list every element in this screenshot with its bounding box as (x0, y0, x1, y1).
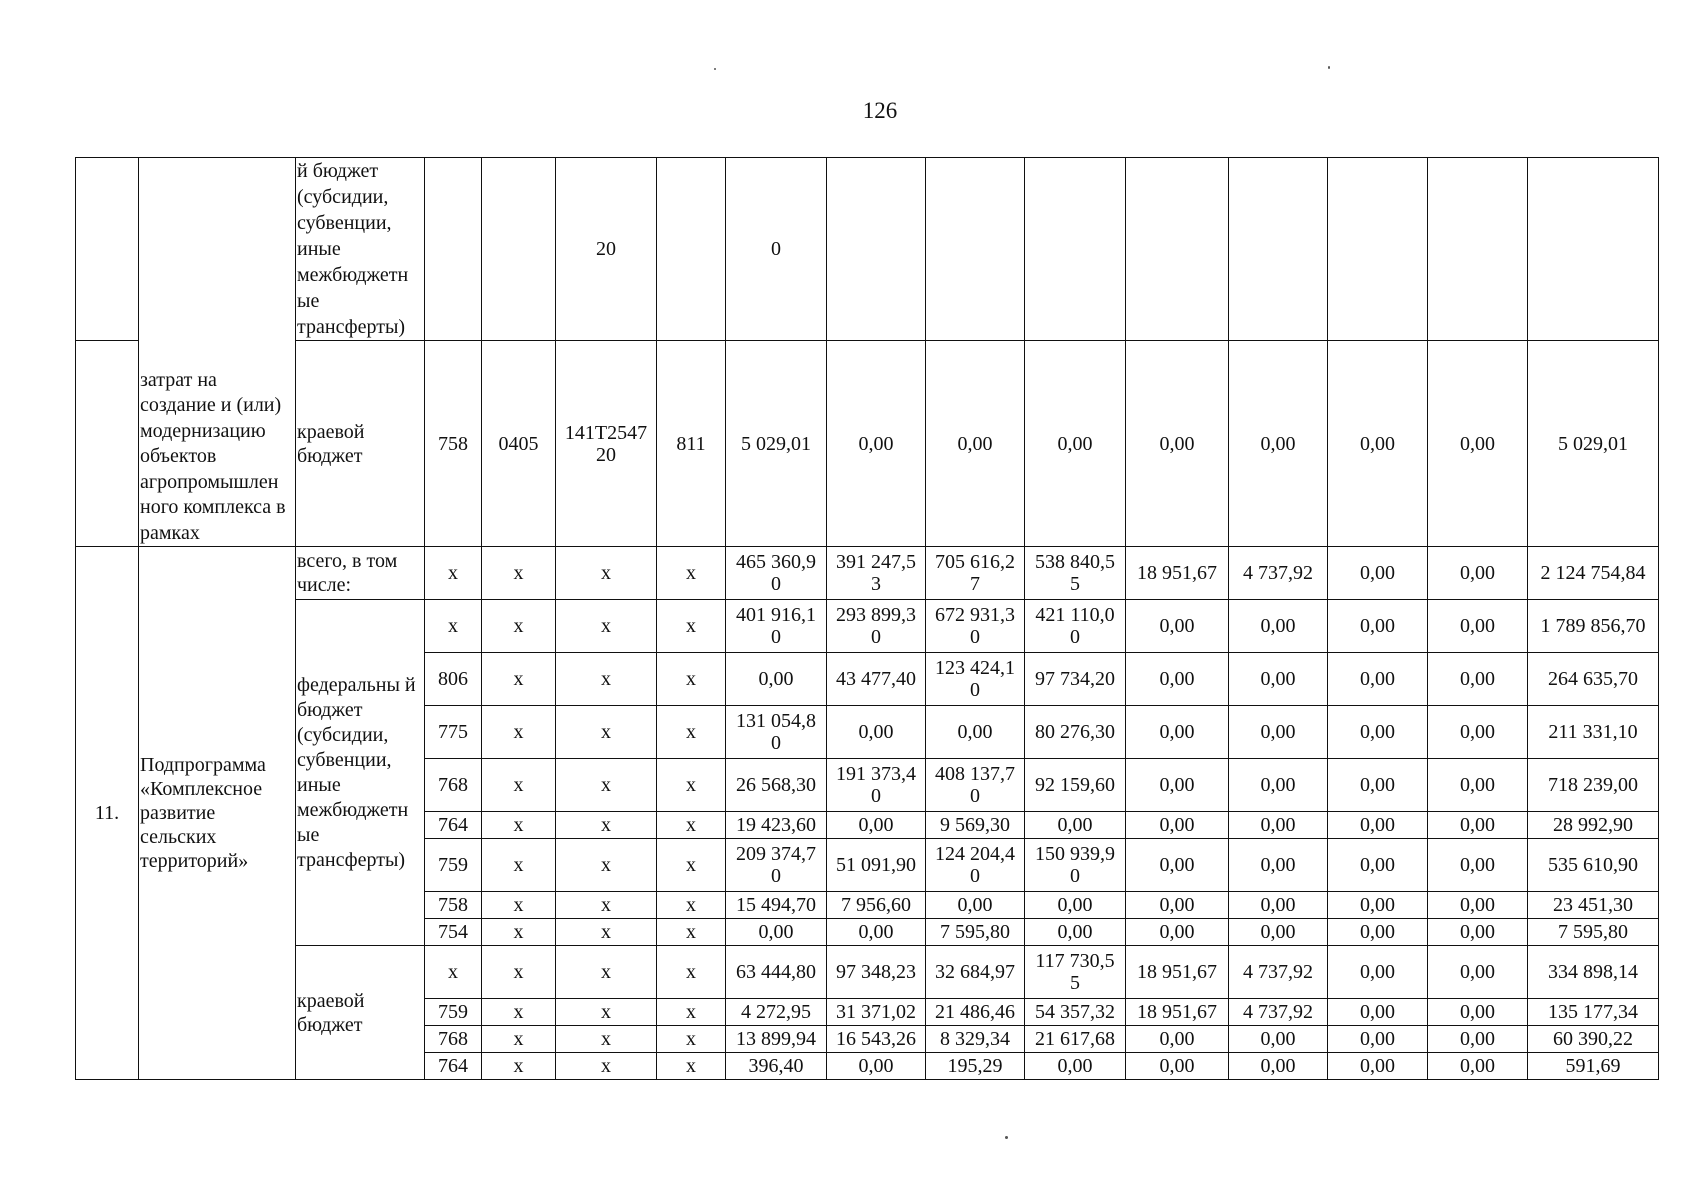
value-cell: 0,00 (1229, 1053, 1328, 1080)
value-cell: 0,00 (1328, 706, 1428, 759)
value-cell: 672 931,3 0 (926, 600, 1025, 653)
csr-cell: x (556, 706, 657, 759)
value-cell: 0,00 (1126, 892, 1229, 919)
csr-cell: 141T2547 20 (556, 341, 657, 547)
value-cell: 0,00 (1126, 600, 1229, 653)
value-cell: 0,00 (1126, 812, 1229, 839)
table-row (76, 946, 1659, 999)
value-cell: 0,00 (1428, 1026, 1528, 1053)
rz-cell: x (482, 706, 556, 759)
value-cell: 0,00 (1229, 812, 1328, 839)
vr-cell: x (657, 653, 726, 706)
value-cell: 0,00 (1328, 653, 1428, 706)
budget-source: федеральны й бюджет (субсидии, субвенции, иные межбюджетн ые трансферты) (296, 600, 425, 946)
scan-speck (1328, 66, 1330, 69)
value-cell: 0,00 (1229, 341, 1328, 547)
value-cell: 391 247,5 3 (827, 547, 926, 600)
value-cell: 18 951,67 (1126, 547, 1229, 600)
value-cell: 211 331,10 (1528, 706, 1659, 759)
program-name: Подпрограмма «Комплексное развитие сельских территорий» (139, 547, 296, 1080)
value-cell: 705 616,2 7 (926, 547, 1025, 600)
value-cell: 0,00 (1229, 653, 1328, 706)
budget-table (75, 157, 1659, 1080)
grbs-cell: x (425, 600, 482, 653)
value-cell: 0,00 (1428, 1053, 1528, 1080)
value-cell: 0,00 (1126, 341, 1229, 547)
value-cell: 51 091,90 (827, 839, 926, 892)
value-cell: 0,00 (1328, 1026, 1428, 1053)
value-cell: 80 276,30 (1025, 706, 1126, 759)
num-cell (76, 158, 139, 341)
value-cell: 535 610,90 (1528, 839, 1659, 892)
rz-cell: x (482, 547, 556, 600)
value-cell: 0,00 (1328, 892, 1428, 919)
value-cell: 0,00 (1126, 919, 1229, 946)
csr-cell: x (556, 839, 657, 892)
value-cell: 16 543,26 (827, 1026, 926, 1053)
value-cell: 54 357,32 (1025, 999, 1126, 1026)
value-cell: 0,00 (1229, 600, 1328, 653)
value-cell: 0,00 (1428, 919, 1528, 946)
value-cell: 0,00 (926, 892, 1025, 919)
vr-cell: 811 (657, 341, 726, 547)
vr-cell: x (657, 759, 726, 812)
rz-cell: x (482, 919, 556, 946)
rz-cell: x (482, 812, 556, 839)
value-cell: 8 329,34 (926, 1026, 1025, 1053)
csr-cell: x (556, 919, 657, 946)
value-cell: 4 737,92 (1229, 547, 1328, 600)
rz-cell: x (482, 892, 556, 919)
value-cell: 0,00 (827, 341, 926, 547)
value-cell: 18 951,67 (1126, 946, 1229, 999)
value-cell: 0,00 (1428, 600, 1528, 653)
grbs-cell: 764 (425, 812, 482, 839)
budget-source: краевой бюджет (296, 341, 425, 547)
value-cell (827, 158, 926, 341)
value-cell (1528, 158, 1659, 341)
vr-cell (657, 158, 726, 341)
value-cell: 0,00 (1328, 946, 1428, 999)
value-cell: 63 444,80 (726, 946, 827, 999)
value-cell: 0,00 (827, 1053, 926, 1080)
value-cell: 0,00 (827, 812, 926, 839)
value-cell: 195,29 (926, 1053, 1025, 1080)
value-cell: 293 899,3 0 (827, 600, 926, 653)
value-cell: 0,00 (1428, 547, 1528, 600)
value-cell: 19 423,60 (726, 812, 827, 839)
value-cell (1229, 158, 1328, 341)
value-cell: 0,00 (1328, 341, 1428, 547)
budget-source: всего, в том числе: (296, 547, 425, 600)
vr-cell: x (657, 839, 726, 892)
value-cell: 465 360,9 0 (726, 547, 827, 600)
value-cell: 0,00 (1328, 839, 1428, 892)
grbs-cell: 754 (425, 919, 482, 946)
value-cell: 209 374,7 0 (726, 839, 827, 892)
vr-cell: x (657, 547, 726, 600)
csr-cell: x (556, 812, 657, 839)
value-cell: 7 956,60 (827, 892, 926, 919)
csr-cell: x (556, 1053, 657, 1080)
value-cell: 0,00 (1428, 653, 1528, 706)
value-cell: 0,00 (1328, 759, 1428, 812)
vr-cell: x (657, 1053, 726, 1080)
value-cell: 0,00 (1328, 547, 1428, 600)
csr-cell: 20 (556, 158, 657, 341)
value-cell: 0,00 (1328, 1053, 1428, 1080)
csr-cell: x (556, 892, 657, 919)
rz-cell: x (482, 999, 556, 1026)
value-cell: 4 737,92 (1229, 999, 1328, 1026)
num-cell (76, 341, 139, 547)
value-cell: 0,00 (1025, 341, 1126, 547)
value-cell: 396,40 (726, 1053, 827, 1080)
grbs-cell: 768 (425, 1026, 482, 1053)
value-cell: 5 029,01 (726, 341, 827, 547)
grbs-cell: 758 (425, 341, 482, 547)
csr-cell: x (556, 759, 657, 812)
value-cell: 0,00 (926, 706, 1025, 759)
budget-source: краевой бюджет (296, 946, 425, 1080)
grbs-cell: x (425, 547, 482, 600)
rz-cell: x (482, 839, 556, 892)
value-cell: 0,00 (1025, 812, 1126, 839)
value-cell: 0,00 (1126, 653, 1229, 706)
value-cell: 538 840,5 5 (1025, 547, 1126, 600)
value-cell: 0,00 (1428, 706, 1528, 759)
value-cell: 0,00 (726, 919, 827, 946)
vr-cell: x (657, 999, 726, 1026)
csr-cell: x (556, 600, 657, 653)
value-cell: 401 916,1 0 (726, 600, 827, 653)
value-cell: 26 568,30 (726, 759, 827, 812)
value-cell: 334 898,14 (1528, 946, 1659, 999)
value-cell: 0,00 (926, 341, 1025, 547)
value-cell: 0,00 (1328, 812, 1428, 839)
value-cell (1126, 158, 1229, 341)
value-cell: 97 348,23 (827, 946, 926, 999)
value-cell: 18 951,67 (1126, 999, 1229, 1026)
value-cell: 117 730,5 5 (1025, 946, 1126, 999)
value-cell: 0,00 (1126, 706, 1229, 759)
value-cell: 264 635,70 (1528, 653, 1659, 706)
value-cell: 0,00 (1229, 706, 1328, 759)
vr-cell: x (657, 892, 726, 919)
value-cell: 0,00 (1025, 892, 1126, 919)
value-cell: 0,00 (1025, 919, 1126, 946)
value-cell: 191 373,4 0 (827, 759, 926, 812)
value-cell: 0,00 (1328, 999, 1428, 1026)
value-cell: 92 159,60 (1025, 759, 1126, 812)
value-cell: 0,00 (726, 653, 827, 706)
value-cell: 31 371,02 (827, 999, 926, 1026)
value-cell: 135 177,34 (1528, 999, 1659, 1026)
value-cell: 0,00 (1428, 946, 1528, 999)
page-number: 126 (862, 98, 898, 123)
value-cell: 0,00 (1229, 892, 1328, 919)
grbs-cell: 768 (425, 759, 482, 812)
budget-source: й бюджет (субсидии, субвенции, иные межбюджетн ые трансферты) (296, 158, 425, 341)
vr-cell: x (657, 706, 726, 759)
value-cell: 4 737,92 (1229, 946, 1328, 999)
value-cell: 60 390,22 (1528, 1026, 1659, 1053)
value-cell: 28 992,90 (1528, 812, 1659, 839)
value-cell: 23 451,30 (1528, 892, 1659, 919)
value-cell: 21 617,68 (1025, 1026, 1126, 1053)
csr-cell: x (556, 1026, 657, 1053)
program-number: 11. (76, 547, 139, 1080)
value-cell: 0,00 (1428, 341, 1528, 547)
table-row (76, 341, 1659, 547)
grbs-cell: 759 (425, 839, 482, 892)
rz-cell: x (482, 1053, 556, 1080)
vr-cell: x (657, 1026, 726, 1053)
value-cell: 1 789 856,70 (1528, 600, 1659, 653)
value-cell (926, 158, 1025, 341)
value-cell: 0,00 (1428, 999, 1528, 1026)
value-cell: 9 569,30 (926, 812, 1025, 839)
rz-cell (482, 158, 556, 341)
rz-cell: x (482, 600, 556, 653)
value-cell: 421 110,0 0 (1025, 600, 1126, 653)
value-cell: 0,00 (1328, 600, 1428, 653)
value-cell: 123 424,1 0 (926, 653, 1025, 706)
value-cell: 0,00 (827, 706, 926, 759)
value-cell: 0,00 (1229, 919, 1328, 946)
scan-speck (1005, 1136, 1008, 1139)
value-cell: 2 124 754,84 (1528, 547, 1659, 600)
value-cell: 21 486,46 (926, 999, 1025, 1026)
grbs-cell: 764 (425, 1053, 482, 1080)
value-cell: 0,00 (1126, 759, 1229, 812)
value-cell: 15 494,70 (726, 892, 827, 919)
vr-cell: x (657, 919, 726, 946)
grbs-cell: 806 (425, 653, 482, 706)
grbs-cell: 775 (425, 706, 482, 759)
value-cell: 408 137,7 0 (926, 759, 1025, 812)
grbs-cell: x (425, 946, 482, 999)
value-cell (1025, 158, 1126, 341)
value-cell: 0,00 (1025, 1053, 1126, 1080)
value-cell: 0,00 (1126, 1026, 1229, 1053)
value-cell: 0,00 (1428, 892, 1528, 919)
value-cell: 0,00 (1328, 919, 1428, 946)
table-row (76, 158, 1659, 341)
value-cell: 718 239,00 (1528, 759, 1659, 812)
rz-cell: x (482, 946, 556, 999)
value-cell (1428, 158, 1528, 341)
rz-cell: x (482, 653, 556, 706)
csr-cell: x (556, 547, 657, 600)
value-cell: 0,00 (1428, 839, 1528, 892)
value-cell: 124 204,4 0 (926, 839, 1025, 892)
csr-cell: x (556, 653, 657, 706)
value-cell: 0,00 (1229, 759, 1328, 812)
grbs-cell: 758 (425, 892, 482, 919)
value-cell: 0,00 (1126, 1053, 1229, 1080)
rz-cell: x (482, 1026, 556, 1053)
vr-cell: x (657, 812, 726, 839)
value-cell: 0 (726, 158, 827, 341)
value-cell: 0,00 (1428, 759, 1528, 812)
grbs-cell: 759 (425, 999, 482, 1026)
value-cell: 97 734,20 (1025, 653, 1126, 706)
rz-cell: 0405 (482, 341, 556, 547)
grbs-cell (425, 158, 482, 341)
value-cell: 150 939,9 0 (1025, 839, 1126, 892)
value-cell: 0,00 (1229, 839, 1328, 892)
value-cell: 591,69 (1528, 1053, 1659, 1080)
value-cell: 5 029,01 (1528, 341, 1659, 547)
vr-cell: x (657, 600, 726, 653)
value-cell: 13 899,94 (726, 1026, 827, 1053)
csr-cell: x (556, 946, 657, 999)
value-cell: 4 272,95 (726, 999, 827, 1026)
value-cell (1328, 158, 1428, 341)
event-description: затрат на создание и (или) модернизацию объектов агропромышлен ного комплекса в рамках (139, 158, 296, 547)
value-cell: 32 684,97 (926, 946, 1025, 999)
vr-cell: x (657, 946, 726, 999)
value-cell: 7 595,80 (926, 919, 1025, 946)
value-cell: 0,00 (1428, 812, 1528, 839)
value-cell: 0,00 (827, 919, 926, 946)
scan-speck (714, 68, 716, 70)
value-cell: 0,00 (1126, 839, 1229, 892)
value-cell: 43 477,40 (827, 653, 926, 706)
value-cell: 0,00 (1229, 1026, 1328, 1053)
table-row (76, 600, 1659, 653)
table-row (76, 547, 1659, 600)
value-cell: 7 595,80 (1528, 919, 1659, 946)
value-cell: 131 054,8 0 (726, 706, 827, 759)
rz-cell: x (482, 759, 556, 812)
csr-cell: x (556, 999, 657, 1026)
